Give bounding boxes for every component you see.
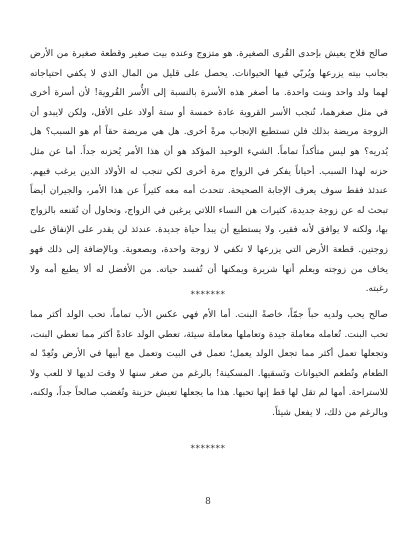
paragraph-1: صالح فلاح يعيش بإحدى القُرى الصغيرة. هو متزوج وعنده بيت صغير وقطعة صغيرة من الأرض بجانب بيته يزرعها ويُربّي فيها الحيوانات. يحصل على قليل من المال الذي لا يكفي احتياجاته لهما ولد واحد وبنت واحدة. ما أصغر هذه الأسرة بالنسبة إلى الأُسر القُروية! لأن أسرة أخرى في مثل صغرهما، تُنجب الأسر القروية عادة خمسة أو ستة أولاد على الأقل، ولكن لايبدو أن الزوجة مريضة بذلك فلن تستطيع الإنجاب مرةً أخرى. هل هي مريضة حقاً أم هو السبب؟ هل يُدريه؟ هو ليس متأكداً تماماً. الشيء الوحيد المؤكد هو أن هذا الأمر يُحزنه جداً. أما عن مثل حزنه لهذا السبب. أحياناً يفكر في الزواج مرة أخرى لكي تنجب له الأولاد الذين يرغب فيهم. عندئذ فقط سوف يعرف الإجابة الصحيحة. تتحدث أمه معه كثيراً عن هذا الأمر، والجيران أيضاً تبحث له عن زوجة جديدة، كثيرات هن النساء اللاتي يرغبن في الزواج، وتحاول أن تُقنعه بالزواج بها، ولكنه لا يوافق لأنه فقير، ولا يستطيع أن يبدأ حياة جديدة. عندئذ لن يقدر على الإنفاق على زوجتين. قطعة الأرض التي يزرعها لا تكفي لا زوجة واحدة، وبصعوبة. وبالإضافة إلى ذلك فهو يخاف من زوجته ويعلم أنها شريرة ويمكنها أن تُفسد حياته. من الأفضل له ألا يطيع أمه ولا رغبته. bbox=[30, 49, 388, 295]
page-number: 8 bbox=[205, 497, 211, 507]
section-separator-2: ******* bbox=[190, 444, 226, 454]
section-separator-1: ******* bbox=[190, 290, 226, 300]
paragraph-2: صالح يحب ولديه حباً جمّاً، خاصةً البنت. أما الأم فهي عكس الأب تماماً، تحب الولد أكثر مما تحب البنت. تُعامله معاملة جيدة وتعاملها معاملة سيئة، تعطي الولد عادةً أكثر مما تعطي البنت، وتجعلها تعمل أكثر مما تجعل الولد يعمل؛ تعمل في البيت وتعمل مع أبيها في الأرض وتُعِدّ له الطعام وتُطعم الحيوانات وتَسقيها. المسكينة! بالرغم من صغر سنها لا وقت لديها لا للعب ولا للاستراحة. أمها لم تقل لها قط إنها تحبها. هذا ما يجعلها تعيش حزينة وتُغضب صالحاً جداً، ولكنه، وبالرغم من ذلك، لا يفعل شيئاً. bbox=[30, 310, 388, 418]
